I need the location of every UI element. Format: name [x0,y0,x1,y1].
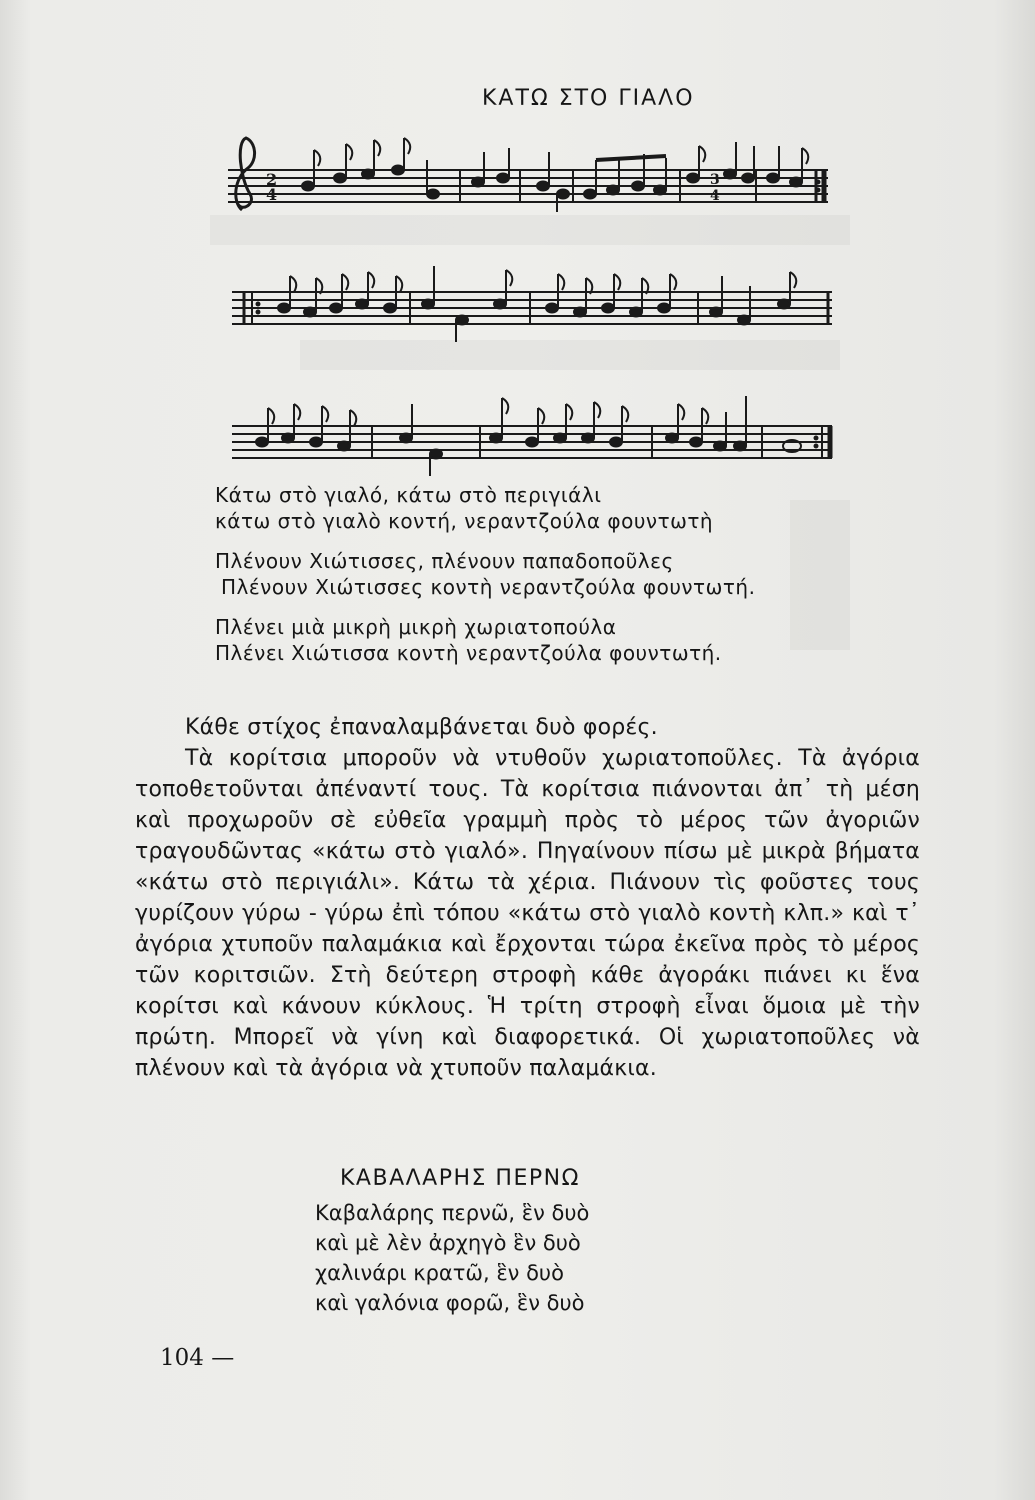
svg-text:2: 2 [266,170,278,189]
lyrics-line: Πλένουν Χιώτισσες κοντὴ νεραντζούλα φουντωτή. [221,575,756,599]
lyrics-stanza [215,614,755,666]
show-through-shadow [790,500,850,650]
music-staff [232,262,844,347]
instruction-paragraph: Τὰ κορίτσια μποροῦν νὰ ντυθοῦν χωριατοποῦλες. Τὰ ἀγόρια τοποθετοῦνται ἀπέναντί τους. Τὰ κορίτσια πιάνονται ἀπ᾽ τὴ μέση καὶ προχωροῦν σὲ εὐθεῖα γραμμὴ πρὸς τὸ μέρος τῶν ἀγοριῶν τραγουδῶντας «κάτω στὸ γιαλό». Πηγαίνουν πίσω μὲ μικρὰ βήματα «κάτω στὸ περιγιάλι». Κάτω τὰ χέρια. Πιάνουν τὶς φοῦστες τους γυρίζουν γύρω - γύρω ἐπὶ τόπου «κάτω στὸ γιαλὸ κοντὴ κλπ.» καὶ τ᾽ ἀγόρια χτυποῦν παλαμάκια καὶ ἔρχονται τώρα ἐκεῖνα πρὸς τὸ μέρος τῶν κοριτσιῶν. Στὴ δεύτερη στροφὴ κάθε ἀγοράκι πιάνει κι ἕνα κορίτσι καὶ κάνουν κύκλους. Ἡ τρίτη στροφὴ εἶναι ὅμοια μὲ τὴν πρώτη. Μπορεῖ νὰ γίνη καὶ διαφορετικά. Οἱ χωριατοποῦλες νὰ πλένουν καὶ τὰ ἀγόρια νὰ χτυποῦν παλαμάκια. [135,746,920,1081]
verse-line: Καβαλάρης περνῶ, ἓν δυὸ [315,1201,590,1225]
lyrics-line: Κάτω στὸ γιαλό, κάτω στὸ περιγιάλι [215,483,602,507]
music-staff [232,388,844,480]
lyrics-line: Πλένει μιὰ μικρὴ μικρὴ χωριατοπούλα [215,615,617,639]
verse-line: καὶ μὲ λὲν ἀρχηγὸ ἓν δυὸ [315,1231,581,1255]
song-title: ΚΑΤΩ ΣΤΟ ΓΙΑΛΟ [482,86,695,111]
next-song-verse [315,1198,589,1318]
lyrics-line: κάτω στὸ γιαλὸ κοντή, νεραντζούλα φουντωτὴ [215,509,714,533]
verse-line: καὶ γαλόνια φορῶ, ἓν δυὸ [315,1291,585,1315]
lyrics-stanza [215,482,755,534]
lyrics-stanza [215,548,755,600]
svg-text:4: 4 [266,185,278,204]
music-staff [228,132,840,222]
next-song-title: ΚΑΒΑΛΑΡΗΣ ΠΕΡΝΩ [340,1166,580,1191]
lyrics-line: Πλένουν Χιώτισσες, πλένουν παπαδοποῦλες [215,549,674,573]
lyrics-line: Πλένει Χιώτισσα κοντὴ νεραντζούλα φουντωτή. [215,641,722,665]
dance-instructions [135,712,920,1084]
svg-text:4: 4 [710,188,720,204]
svg-text:3: 3 [710,172,720,188]
page-number: 104 — [160,1345,235,1371]
instruction-paragraph: Κάθε στίχος ἐπαναλαμβάνεται δυὸ φορές. [185,715,658,740]
verse-line: χαλινάρι κρατῶ, ἓν δυὸ [315,1261,564,1285]
song-lyrics [215,482,755,680]
